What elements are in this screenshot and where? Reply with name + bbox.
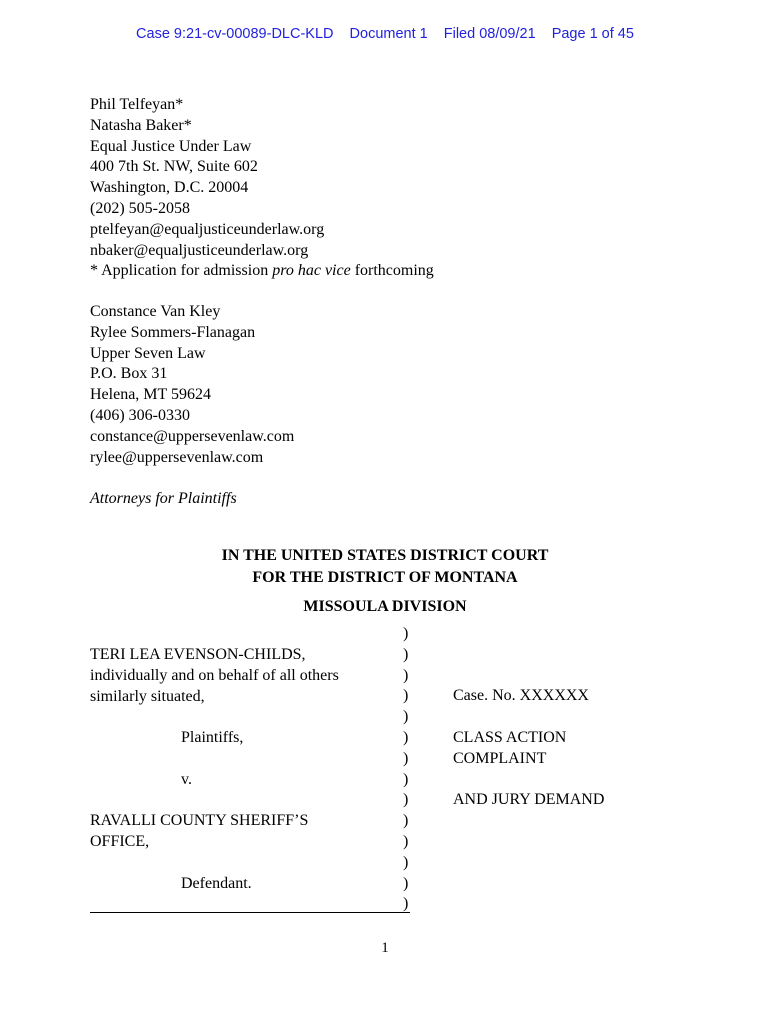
firm-address: Washington, D.C. 20004 <box>90 179 249 197</box>
note-suffix: forthcoming <box>350 262 434 280</box>
plaintiff-description: individually and on behalf of all others <box>90 666 339 684</box>
jury-demand: AND JURY DEMAND <box>453 791 605 808</box>
plaintiff-name: TERI LEA EVENSON-CHILDS, <box>90 646 306 663</box>
paren: ) <box>403 687 409 705</box>
paren: ) <box>403 874 409 892</box>
court-name: IN THE UNITED STATES DISTRICT COURT <box>221 547 549 564</box>
court-district: FOR THE DISTRICT OF MONTANA <box>252 569 518 586</box>
paren: ) <box>403 749 409 767</box>
defendant-label: Defendant. <box>181 874 252 892</box>
caption-underline <box>90 912 410 913</box>
document-title-line: COMPLAINT <box>453 749 547 767</box>
firm-address: 400 7th St. NW, Suite 602 <box>90 158 258 176</box>
paren: ) <box>403 832 409 850</box>
paren: ) <box>403 895 409 913</box>
document-number: Document 1 <box>349 26 428 42</box>
paren: ) <box>403 708 409 726</box>
note-italic: pro hac vice <box>272 262 351 280</box>
firm-address: Helena, MT 59624 <box>90 386 212 404</box>
court-division: MISSOULA DIVISION <box>303 598 467 615</box>
attorney-email: nbaker@equaljusticeunderlaw.org <box>90 241 309 259</box>
attorney-email: rylee@uppersevenlaw.com <box>90 448 264 466</box>
paren: ) <box>403 728 409 746</box>
firm-phone: (406) 306-0330 <box>90 406 190 424</box>
attorney-block-upper-seven <box>90 302 294 468</box>
versus-label: v. <box>181 770 192 788</box>
attorney-email: constance@uppersevenlaw.com <box>90 427 295 445</box>
firm-name: Equal Justice Under Law <box>90 137 252 155</box>
page-number: 1 <box>381 940 389 956</box>
page-indicator: Page 1 of 45 <box>551 26 634 42</box>
attorney-name: Constance Van Kley <box>90 303 221 320</box>
ecf-header <box>0 26 770 42</box>
firm-phone: (202) 505-2058 <box>90 199 190 217</box>
paren: ) <box>403 770 409 788</box>
attorney-block-equal-justice <box>90 95 434 282</box>
paren: ) <box>403 812 409 830</box>
note-prefix: * Application for admission <box>90 262 273 280</box>
case-number-placeholder: Case. No. XXXXXX <box>453 687 589 704</box>
case-number: Case 9:21-cv-00089-DLC-KLD <box>136 26 334 42</box>
defendant-name: OFFICE, <box>90 833 150 851</box>
attorney-name: Rylee Sommers-Flanagan <box>90 323 256 341</box>
plaintiffs-label: Plaintiffs, <box>181 729 244 747</box>
document-title <box>453 728 566 770</box>
paren: ) <box>403 791 409 809</box>
defendant-name: RAVALLI COUNTY SHERIFF’S <box>90 812 309 830</box>
attorney-email: ptelfeyan@equaljusticeunderlaw.org <box>90 220 325 238</box>
paren: ) <box>403 853 409 871</box>
case-caption-parties <box>90 645 339 895</box>
caption-parentheses <box>403 624 408 915</box>
paren: ) <box>403 645 409 663</box>
attorneys-for-plaintiffs: Attorneys for Plaintiffs <box>90 490 237 507</box>
paren: ) <box>403 625 409 642</box>
attorney-name: Natasha Baker* <box>90 116 192 134</box>
plaintiff-description: similarly situated, <box>90 687 205 705</box>
document-title-line: CLASS ACTION <box>453 729 567 746</box>
court-heading <box>0 545 770 589</box>
filed-date: Filed 08/09/21 <box>443 26 536 42</box>
pro-hac-vice-note <box>90 261 434 282</box>
firm-address: P.O. Box 31 <box>90 365 168 383</box>
firm-name: Upper Seven Law <box>90 344 206 362</box>
paren: ) <box>403 666 409 684</box>
attorney-name: Phil Telfeyan* <box>90 96 184 113</box>
